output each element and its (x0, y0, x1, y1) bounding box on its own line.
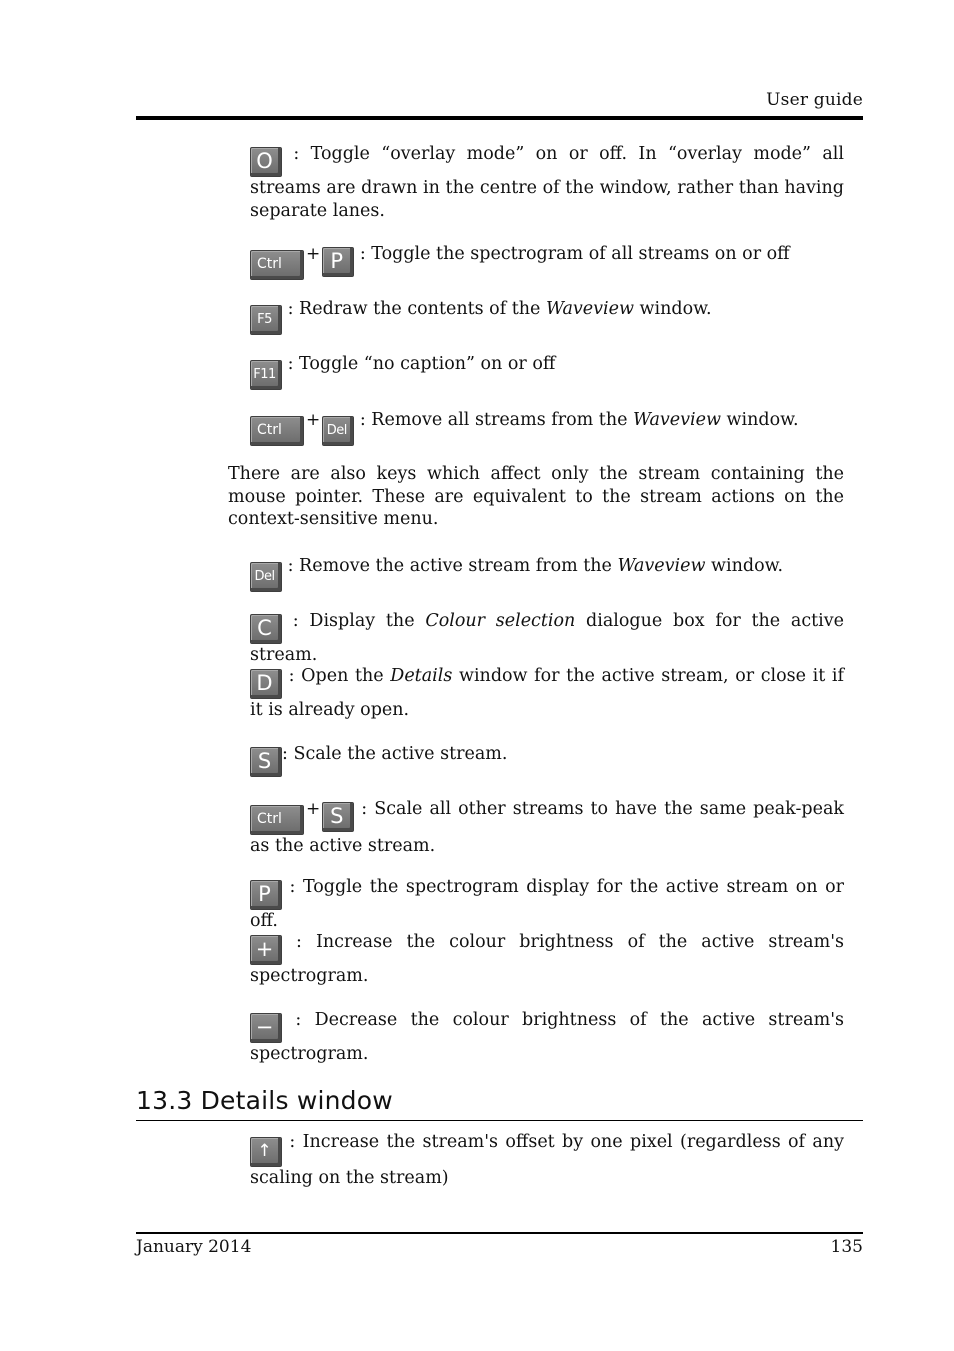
shortcut-colour-selection: C : Display the Colour selection dialogue box for the active stream. (250, 611, 844, 665)
plus-sign: + (306, 244, 321, 264)
shortcut-overlay-mode: O : Toggle “overlay mode” on or off. In “overlay mode” all streams are drawn in the centre of the window, rather than having separate lanes. (250, 144, 844, 221)
shortcut-toggle-all-spectrogram: Ctrl + P : Toggle the spectrogram of all streams on or off (250, 243, 844, 280)
shortcut-decrease-brightness: − : Decrease the colour brightness of the active stream's spectrogram. (250, 1010, 844, 1064)
section-rule (136, 1120, 863, 1121)
footer-rule (136, 1232, 863, 1234)
shortcut-scale-others: Ctrl + S : Scale all other streams to have the same peak-peak as the active stream. (250, 799, 844, 856)
shortcut-redraw: F5 : Redraw the contents of the Waveview window. (250, 298, 844, 335)
footer-date: January 2014 (136, 1237, 252, 1257)
key-f11-icon: F11 (250, 360, 282, 390)
plus-sign: + (306, 410, 321, 430)
shortcut-increase-offset: ↑ : Increase the stream's offset by one pixel (regardless of any scaling on the stream) (250, 1132, 844, 1188)
key-p-icon: P (322, 247, 354, 277)
key-ctrl-icon: Ctrl (250, 250, 304, 280)
shortcut-details-window: D : Open the Details window for the active stream, or close it if it is already open. (250, 666, 844, 720)
key-ctrl-icon: Ctrl (250, 805, 304, 835)
shortcut-increase-brightness: + : Increase the colour brightness of the active stream's spectrogram. (250, 932, 844, 986)
page-number: 135 (830, 1237, 863, 1257)
running-header: User guide (766, 90, 863, 110)
key-del-icon: Del (322, 416, 354, 446)
key-d-icon: D (250, 669, 282, 699)
shortcut-no-caption: F11 : Toggle “no caption” on or off (250, 353, 844, 390)
key-f5-icon: F5 (250, 305, 282, 335)
key-del-icon: Del (250, 562, 282, 592)
shortcut-remove-active-stream: Del : Remove the active stream from the Waveview window. (250, 555, 844, 592)
key-p-icon: P (250, 880, 282, 910)
key-o-icon: O (250, 147, 282, 177)
key-ctrl-icon: Ctrl (250, 416, 304, 446)
shortcut-toggle-active-spectrogram: P : Toggle the spectrogram display for the active stream on or off. (250, 877, 844, 931)
header-rule (136, 116, 863, 120)
shortcut-scale-active: S : Scale the active stream. (250, 743, 844, 777)
key-minus-icon: − (250, 1013, 282, 1043)
section-heading: 13.3 Details window (136, 1086, 393, 1115)
key-s-icon: S (250, 747, 282, 777)
plus-sign: + (306, 799, 321, 819)
key-c-icon: C (250, 614, 282, 644)
intro-stream-keys: There are also keys which affect only the stream containing the mouse pointer. These are equivalent to the stream actions on the context-sensitive menu. (228, 464, 844, 529)
key-plus-icon: + (250, 935, 282, 965)
shortcut-remove-all-streams: Ctrl +Del : Remove all streams from the Waveview window. (250, 409, 844, 446)
up-arrow-key-icon: ↑ (250, 1137, 282, 1167)
key-s-icon: S (322, 802, 354, 832)
